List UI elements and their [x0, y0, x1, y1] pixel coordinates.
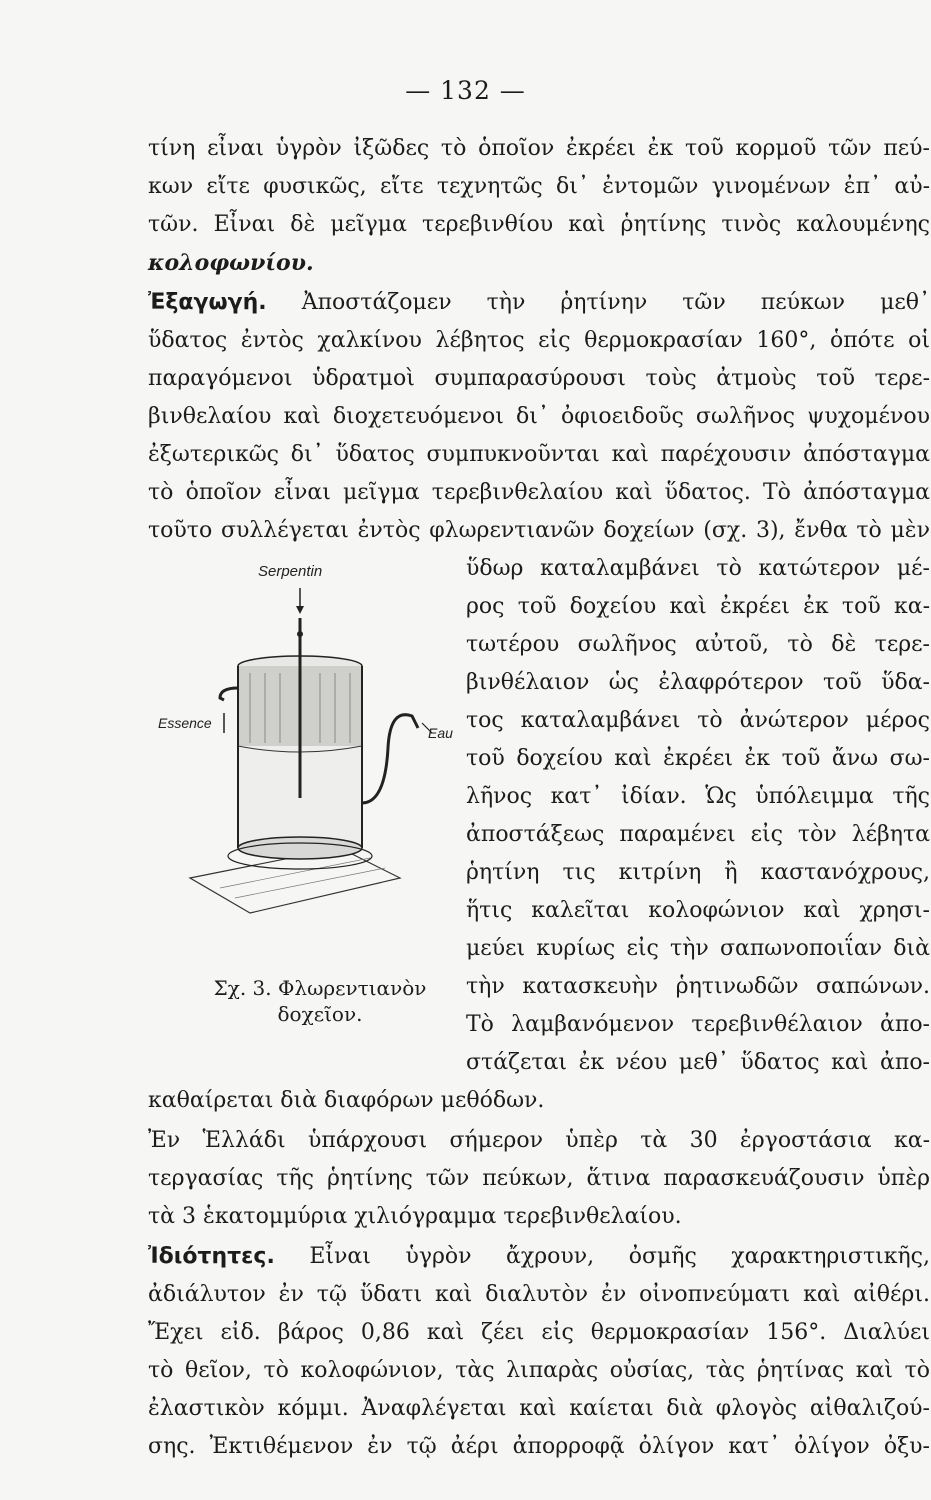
text-line: τῶν. Εἶναι δὲ μεῖγμα τερεβινθίου καὶ ῥητίνης τινὸς καλουμένης [148, 212, 930, 237]
text-line: τωτέρου σωλῆνος αὐτοῦ, τὸ δὲ τερε- [466, 632, 930, 657]
text-line: τὰ 3 ἑκατομμύρια χιλιόγραμμα τερεβινθελαίου. [148, 1204, 682, 1229]
text-line: τοῦ δοχείου καὶ ἐκρέει ἐκ τοῦ ἄνω σω- [466, 746, 930, 771]
text-line: τὴν κατασκευὴν ῥητινωδῶν σαπώνων. [466, 974, 930, 999]
text-line: Τὸ λαμβανόμενον τερεβινθέλαιον ἀπο- [466, 1012, 930, 1037]
eau-spout [362, 715, 418, 803]
text-line: ὕδωρ καταλαμβάνει τὸ κατώτερον μέ- [466, 556, 930, 581]
caption-line: Σχ. 3. Φλωρεντιανὸν [213, 976, 427, 1000]
text-line: λῆνος κατ᾽ ἰδίαν. Ὡς ὑπόλειμμα τῆς [466, 784, 930, 809]
text-line: ρος τοῦ δοχείου καὶ ἐκρέει ἐκ τοῦ κα- [466, 594, 930, 619]
idiotites-first-text: Εἶναι ὑγρὸν ἄχρουν, ὀσμῆς χαρακτηριστικῆς, [309, 1244, 930, 1269]
eau-label: Eau [428, 725, 453, 741]
text-line: ῥητίνη τις κιτρίνη ἢ καστανόχρους, [466, 860, 930, 885]
essence-label: Essence [158, 715, 212, 731]
text-line: ἀποστάξεως παραμένει εἰς τὸν λέβητα [466, 822, 930, 847]
text-line: ἐξωτερικῶς δι᾽ ὕδατος συμπυκνοῦνται καὶ παρέχουσιν ἀπόσταγμα [148, 442, 930, 467]
text-line: ἥτις καλεῖται κολοφώνιον καὶ χρησι- [466, 898, 930, 923]
exagogi-heading: Ἐξαγωγή. [148, 290, 267, 315]
exagogi-first-text: Ἀποστάζομεν τὴν ῥητίνην τῶν πεύκων μεθ᾽ [301, 290, 931, 315]
text-line: Ἔχει εἰδ. βάρος 0,86 καὶ ζέει εἰς θερμοκρασίαν 156°. Διαλύει [148, 1320, 930, 1345]
figure-caption [190, 975, 450, 1027]
text-line: τίνη εἶναι ὑγρὸν ἰξῶδες τὸ ὁποῖον ἐκρέει ἐκ τοῦ κορμοῦ τῶν πεύ- [148, 136, 930, 161]
text-line: ἀδιάλυτον ἐν τῷ ὕδατι καὶ διαλυτὸν ἐν οἰνοπνεύματι καὶ αἰθέρι. [148, 1282, 930, 1307]
text-line: βινθέλαιον ὡς ἐλαφρότερον τοῦ ὕδα- [466, 670, 930, 695]
idiotites-first-line [148, 1240, 930, 1274]
florentine-flask-figure [150, 548, 460, 978]
text-line: σης. Ἐκτιθέμενον ἐν τῷ ἀέρι ἀπορροφᾷ ὀλίγον κατ᾽ ὀλίγον ὀξυ- [148, 1434, 930, 1459]
text-line: καθαίρεται διὰ διαφόρων μεθόδων. [148, 1088, 545, 1113]
text-line: βινθελαίου καὶ διοχετευόμενοι δι᾽ ὀφιοειδοῦς σωλῆνος ψυχομένου [148, 404, 930, 429]
text-line: ἐλαστικὸν κόμμι. Ἀναφλέγεται καὶ καίεται διὰ φλογὸς αἰθαλιζού- [148, 1396, 930, 1421]
page-number: — 132 — [405, 76, 526, 105]
term-kolofonion: κολοφωνίου. [148, 250, 314, 276]
text-line: ὕδατος ἐντὸς χαλκίνου λέβητος εἰς θερμοκρασίαν 160°, ὁπότε οἱ [148, 328, 930, 353]
text-line: τεργασίας τῆς ῥητίνης τῶν πεύκων, ἅτινα παρασκευάζουσιν ὑπὲρ [148, 1166, 930, 1191]
text-line: Ἐν Ἑλλάδι ὑπάρχουσι σήμερον ὑπὲρ τὰ 30 ἐργοστάσια κα- [148, 1128, 930, 1153]
serpentin-label: Serpentin [258, 563, 323, 580]
idiotites-heading: Ἰδιότητες. [148, 1244, 275, 1269]
florentine-flask-illustration [150, 548, 460, 978]
text-line: τὸ ὁποῖον εἶναι μεῖγμα τερεβινθελαίου καὶ ὕδατος. Τὸ ἀπόσταγμα [148, 480, 930, 505]
caption-line: δοχεῖον. [277, 1002, 363, 1026]
text-line: τοῦτο συλλέγεται ἐντὸς φλωρεντιανῶν δοχείων (σχ. 3), ἔνθα τὸ μὲν [148, 518, 930, 543]
text-line: τος καταλαμβάνει τὸ ἀνώτερον μέρος [466, 708, 930, 733]
essence-spout [220, 688, 238, 700]
text-line: μεύει κυρίως εἰς τὴν σαπωνοποιΐαν διὰ [466, 936, 930, 961]
text-line: κων εἴτε φυσικῶς, εἴτε τεχνητῶς δι᾽ ἐντομῶν γινομένων ἐπ᾽ αὐ- [148, 174, 930, 199]
text-line: τὸ θεῖον, τὸ κολοφώνιον, τὰς λιπαρὰς οὐσίας, τὰς ῥητίνας καὶ τὸ [148, 1358, 930, 1383]
text-line: παραγόμενοι ὑδρατμοὶ συμπαρασύρουσι τοὺς ἀτμοὺς τοῦ τερε- [148, 366, 930, 391]
exagogi-first-line [148, 286, 930, 320]
text-line: στάζεται ἐκ νέου μεθ᾽ ὕδατος καὶ ἀπο- [466, 1050, 930, 1075]
